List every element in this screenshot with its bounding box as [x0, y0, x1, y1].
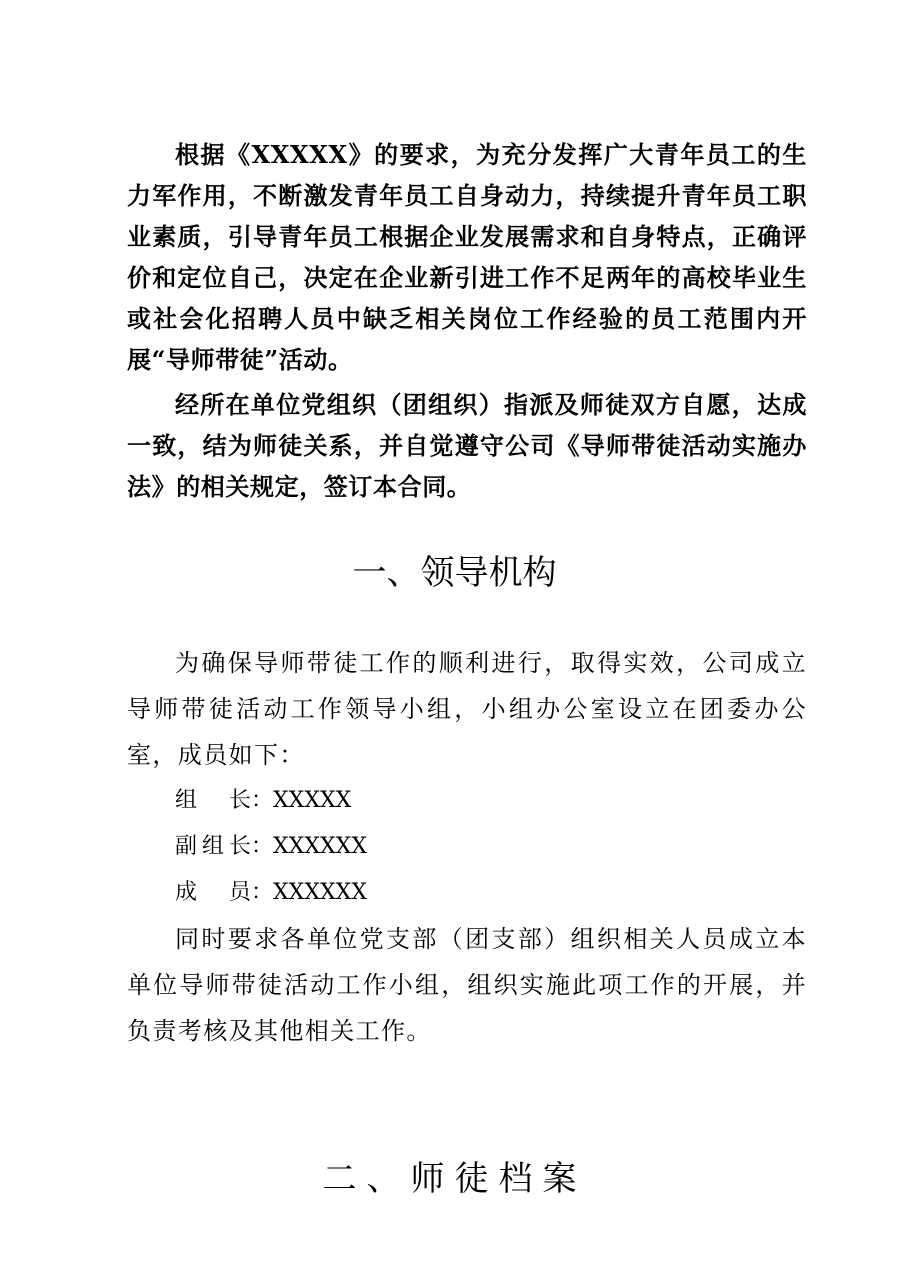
section-1-title: 一、领导机构: [352, 553, 557, 593]
member-name: XXXXX: [273, 788, 352, 813]
member-line-members: [175, 878, 367, 908]
member-separator: ：: [251, 880, 274, 905]
member-line-deputy: [175, 832, 367, 862]
member-role: 成 员: [175, 880, 251, 905]
intro-paragraph-1: 根据《XXXXX》的要求，为充分发挥广大青年员工的生力军作用，不断激发青年员工自身动力，持续提升青年员工职业素质，引导青年员工根据企业发展需求和自身特点，正确评价和定位自己，决定在企业新引进工作不足两年的高校毕业生或社会化招聘人员中缺乏相关岗位工作经验的员工范围内开展“导师带徒”活动。: [127, 140, 807, 374]
section-1-paragraph-1: 为确保导师带徒工作的顺利进行，取得实效，公司成立导师带徒活动工作领导小组，小组办公室设立在团委办公室，成员如下：: [127, 649, 807, 769]
member-name: XXXXXX: [273, 834, 367, 859]
member-separator: ：: [251, 834, 274, 859]
member-name: XXXXXX: [273, 880, 367, 905]
section-2-title: 二、师徒档案: [322, 1159, 587, 1199]
member-role: 组 长: [175, 788, 251, 813]
member-separator: ：: [251, 788, 274, 813]
member-line-leader: [175, 786, 351, 816]
intro-paragraph-2: 经所在单位党组织（团组织）指派及师徒双方自愿，达成一致，结为师徒关系，并自觉遵守公司《导师带徒活动实施办法》的相关规定，签订本合同。: [127, 390, 807, 501]
member-role: 副组长: [175, 834, 251, 859]
section-1-paragraph-2: 同时要求各单位党支部（团支部）组织相关人员成立本单位导师带徒活动工作小组，组织实施此项工作的开展，并负责考核及其他相关工作。: [127, 925, 807, 1045]
